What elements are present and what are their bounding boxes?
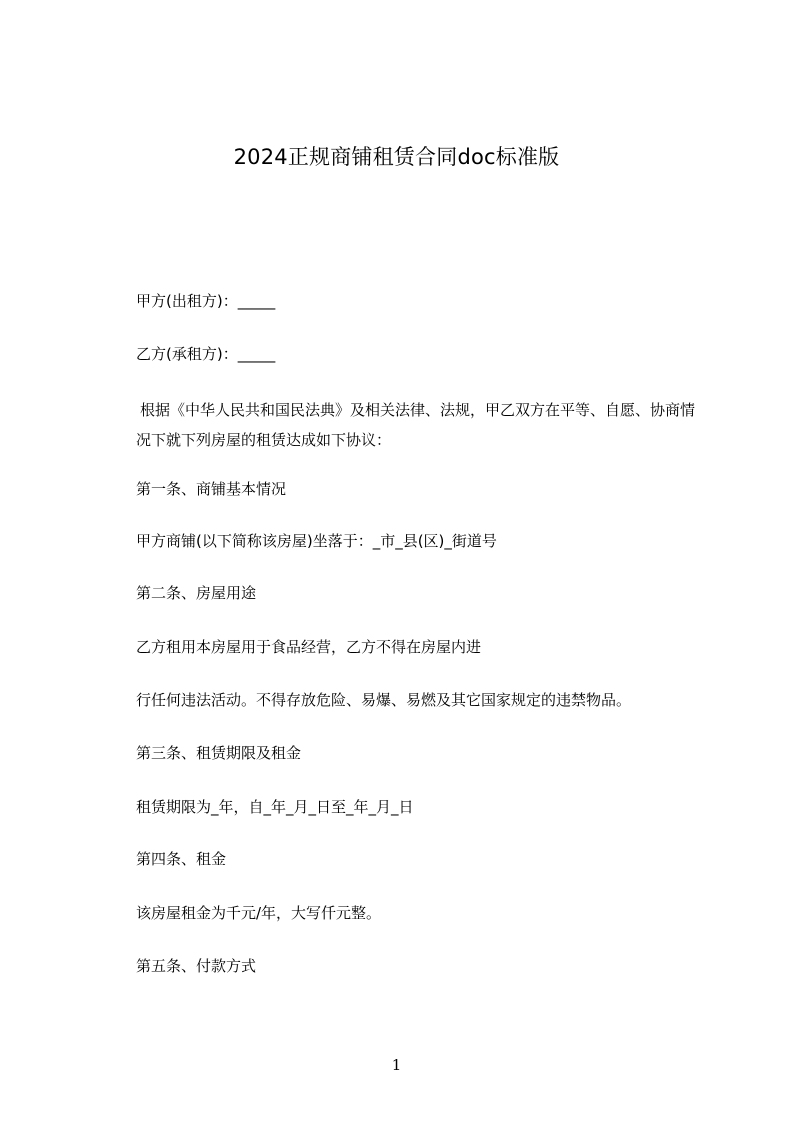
article3-heading: 第三条、租赁期限及租金 <box>136 744 302 762</box>
intro-paragraph: 根据《中华人民共和国民法典》及相关法律、法规，甲乙双方在平等、自愿、协商情况下就下列房屋的租赁达成如下协议： <box>136 401 696 449</box>
article4-text: 该房屋租金为千元/年，大写仟元整。 <box>136 904 382 922</box>
article4-heading: 第四条、租金 <box>136 850 227 868</box>
party-a-line: 甲方(出租方)：_____ <box>136 292 276 310</box>
article2-text-line1: 乙方租用本房屋用于食品经营，乙方不得在房屋内进 <box>136 638 482 656</box>
article5-heading: 第五条、付款方式 <box>136 957 257 975</box>
article3-text: 租赁期限为_年，自_年_月_日至_年_月_日 <box>136 798 414 816</box>
article2-heading: 第二条、房屋用途 <box>136 584 257 602</box>
page-number: 1 <box>391 1056 402 1074</box>
document-title: 2024正规商铺租赁合同doc标准版 <box>233 145 560 169</box>
article1-text: 甲方商铺(以下简称该房屋)坐落于：_市_县(区)_街道号 <box>136 532 497 550</box>
article2-text-line2: 行任何违法活动。不得存放危险、易爆、易燃及其它国家规定的违禁物品。 <box>136 691 632 709</box>
party-b-line: 乙方(承租方)：_____ <box>136 345 276 363</box>
article1-heading: 第一条、商铺基本情况 <box>136 480 287 498</box>
